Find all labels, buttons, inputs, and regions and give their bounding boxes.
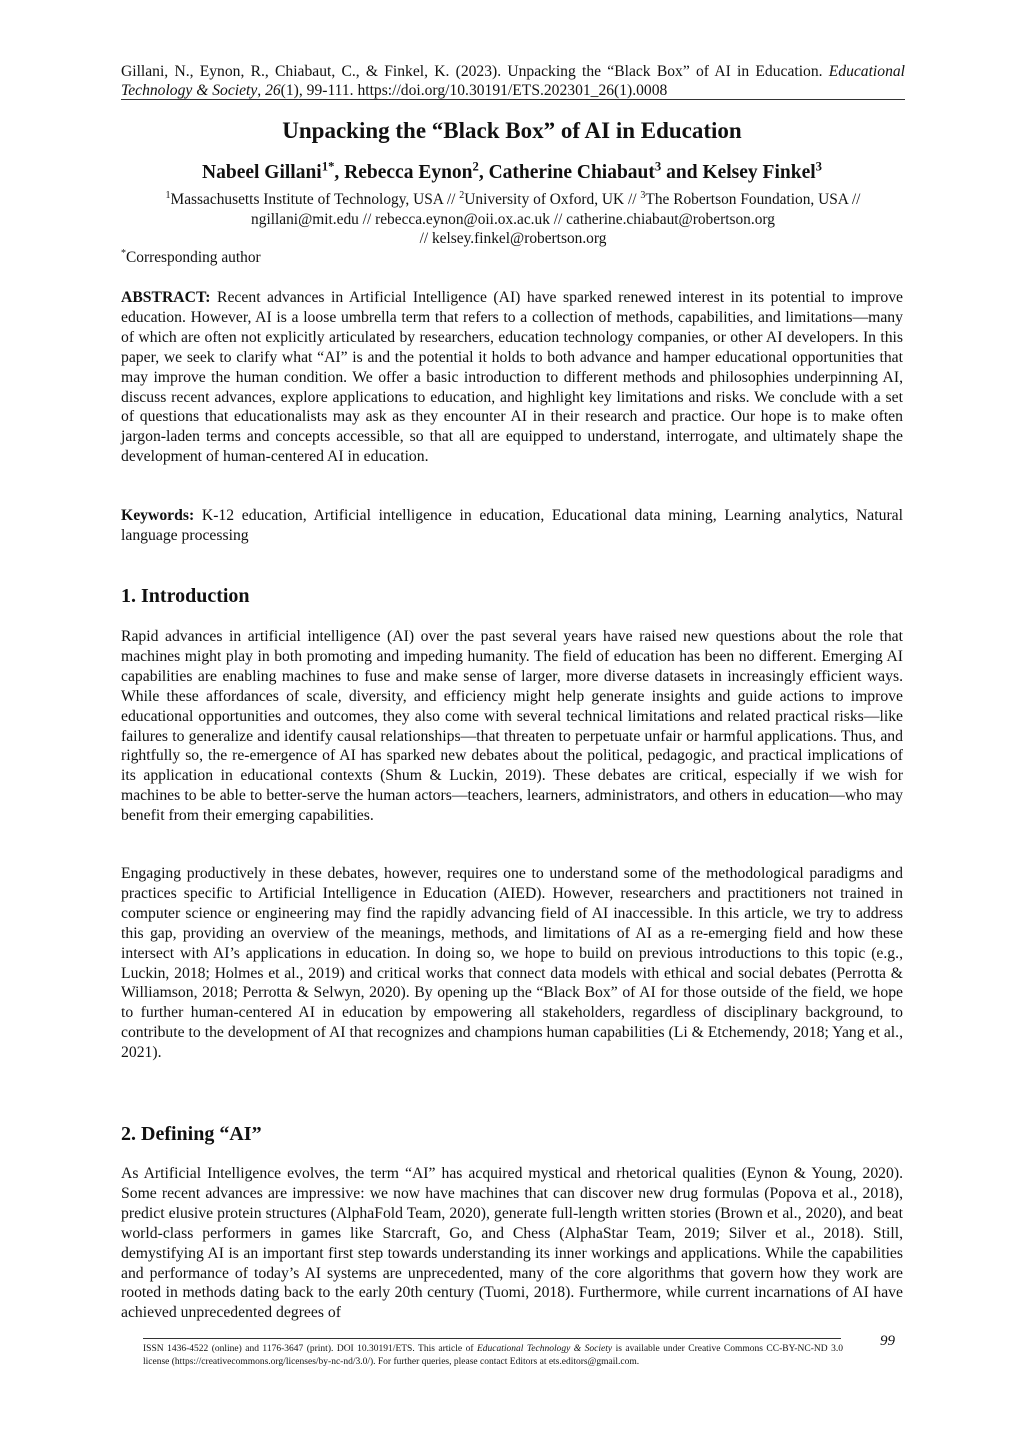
journal-name: Educational Technology & Society: [121, 63, 905, 99]
abstract: [121, 288, 903, 467]
paragraph: As Artificial Intelligence evolves, the term “AI” has acquired mystical and rhetorical qualities (Eynon & Young, 2020). Some recent advances are impressive: we now have machines that can discover new drug formulas (Popova et al., 2018), predict elusive protein structures (AlphaFold Team, 2020), generate full-length written stories (Brown et al., 2020), and beat world-class performers in games like Starcraft, Go, and Chess (AlphaStar Team, 2019; Silver et al., 2018). Still, demystifying AI is an important first step towards understanding its inner workings and applications. While the capabilities and performance of today’s AI systems are unprecedented, many of the core algorithms that govern how they work are rooted in methods dating back to the early 20th century (Tuomi, 2018). Furthermore, while current incarnations of AI have achieved unprecedented degrees of: [121, 1165, 903, 1322]
author-separator: ,: [478, 162, 489, 183]
affiliation: University of Oxford, UK //: [464, 191, 641, 208]
corresponding-text: Corresponding author: [126, 249, 261, 266]
section-heading-defining-ai: 2. Defining “AI”: [121, 1123, 262, 1145]
keywords-label: Keywords:: [121, 507, 195, 524]
corresponding-author-note: [121, 249, 261, 267]
author-affil-sup: 3: [815, 159, 822, 174]
author-name: Rebecca Eynon: [344, 162, 473, 183]
author-separator: and: [661, 162, 703, 183]
paragraph: Engaging productively in these debates, however, requires one to understand some of the methodological paradigms and practices specific to Artificial Intelligence in Education (AIED). However, researchers and practitioners not trained in computer science or engineering may find the rapidly advancing field of AI inaccessible. In this article, we try to address this gap, providing an overview of the meanings, methods, and limitations of AI as a re-emerging field and how these intersect with AI’s applications in education. In doing so, we hope to build on previous introductions to this topic (e.g., Luckin, 2018; Holmes et al., 2019) and critical works that connect data models with ethical and social debates (Perrotta & Williamson, 2018; Perrotta & Selwyn, 2020). By opening up the “Black Box” of AI for those outside of the field, we hope to further human-centered AI in education by empowering all stakeholders, regardless of disciplinary background, to contribute to the development of AI that recognizes and champions human capabilities (Li & Etchemendy, 2018; Yang et al., 2021).: [121, 865, 903, 1062]
footer-license-text: is available under Creative Commons CC-BY-NC-ND 3.0 license (https://creativecommons.org/licenses/by-nc-nd/3.0/). For further queries, please contact Editors at ets.editors@gmail.com.: [143, 1344, 843, 1367]
page-number: 99: [880, 1333, 895, 1349]
citation-header: Gillani, N., Eynon, R., Chiabaut, C., & Finkel, K. (2023). Unpacking the “Black Box” of AI in Education. Educational Technology & Society, 26(1), 99-111. https://doi.org/10.30191/ETS.202301_26(1).0008: [121, 63, 905, 99]
footer-license: [143, 1343, 843, 1369]
footer-text: ISSN 1436-4522 (online) and 1176-3647 (print). DOI 10.30191/ETS. This article of: [143, 1344, 477, 1354]
affil-sup: 2: [459, 189, 465, 201]
section-heading-introduction: 1. Introduction: [121, 585, 250, 607]
author-separator: ,: [334, 162, 345, 183]
author-emails[interactable]: // kelsey.finkel@robertson.org: [419, 230, 607, 248]
footer-journal: Educational Technology & Society: [476, 1344, 613, 1354]
keywords: [121, 506, 903, 546]
citation-text: Gillani, N., Eynon, R., Chiabaut, C., & Finkel, K. (2023). Unpacking the “Black Box” of AI in Education.: [121, 63, 829, 80]
author-affil-sup: 1*: [321, 159, 335, 174]
author-name: Catherine Chiabaut: [488, 162, 655, 183]
paragraph: Rapid advances in artificial intelligence (AI) over the past several years have raised new questions about the role that machines might play in both promoting and impeding humanity. The field of education has been no different. Emerging AI capabilities are enabling machines to fuse and make sense of larger, more diverse datasets in increasingly efficient ways. While these affordances of scale, diversity, and efficiency might help generate insights and guide actions to improve educational opportunities and outcomes, they also come with several technical limitations and related practical risks—like failures to generalize and identify causal relationships—that threaten to perpetuate unfair or harmful applications. Thus, and rightfully so, the re-emergence of AI has sparked new debates about the political, pedagogic, and practical implications of its application in educational contexts (Shum & Luckin, 2019). These debates are critical, especially if we wish for machines to be able to better-serve the human actors—teachers, learners, administrators, and others in education—who may benefit from their emerging capabilities.: [121, 628, 903, 825]
author-name: Kelsey Finkel: [702, 162, 816, 183]
abstract-label: ABSTRACT:: [121, 289, 211, 306]
author-name: Nabeel Gillani: [202, 162, 322, 183]
author-emails[interactable]: ngillani@mit.edu // rebecca.eynon@oii.ox.ac.uk // catherine.chiabaut@robertson.org: [251, 210, 775, 228]
corresponding-sup: *: [121, 247, 126, 259]
keywords-text: K-12 education, Artificial intelligence in education, Educational data mining, Learning analytics, Natural language processing: [121, 507, 903, 544]
affiliations: [116, 190, 910, 249]
affil-sup: 1: [165, 189, 171, 201]
abstract-text: Recent advances in Artificial Intelligence (AI) have sparked renewed interest in its potential to improve education. However, AI is a loose umbrella term that refers to a collection of methods, capabilities, and limitations—many of which are often not explicitly articulated by researchers, education technology companies, or other AI developers. In this paper, we seek to clarify what “AI” is and the potential it holds to both advance and hamper educational opportunities that may improve the human condition. We offer a basic introduction to different methods and philosophies underpinning AI, discuss recent advances, explore applications to education, and highlight key limitations and risks. We conclude with a set of questions that educationalists may ask as they encounter AI in their research and practice. Our hope is to make often jargon-laden terms and concepts accessible, so that all are equipped to understand, interrogate, and ultimately shape the development of human-centered AI in education.: [121, 289, 903, 466]
author-affil-sup: 2: [472, 159, 479, 174]
affiliation: The Robertson Foundation, USA //: [645, 191, 861, 208]
footer-rule: [143, 1338, 841, 1339]
citation-doi[interactable]: (1), 99-111. https://doi.org/10.30191/ETS.202301_26(1).0008: [280, 82, 668, 99]
affil-sup: 3: [640, 189, 646, 201]
paper-title: Unpacking the “Black Box” of AI in Education: [282, 118, 742, 143]
affiliation: Massachusetts Institute of Technology, USA //: [170, 191, 460, 208]
author-affil-sup: 3: [654, 159, 662, 174]
header-rule: [121, 99, 905, 100]
journal-volume: 26: [265, 82, 281, 99]
author-list: [0, 159, 1024, 184]
